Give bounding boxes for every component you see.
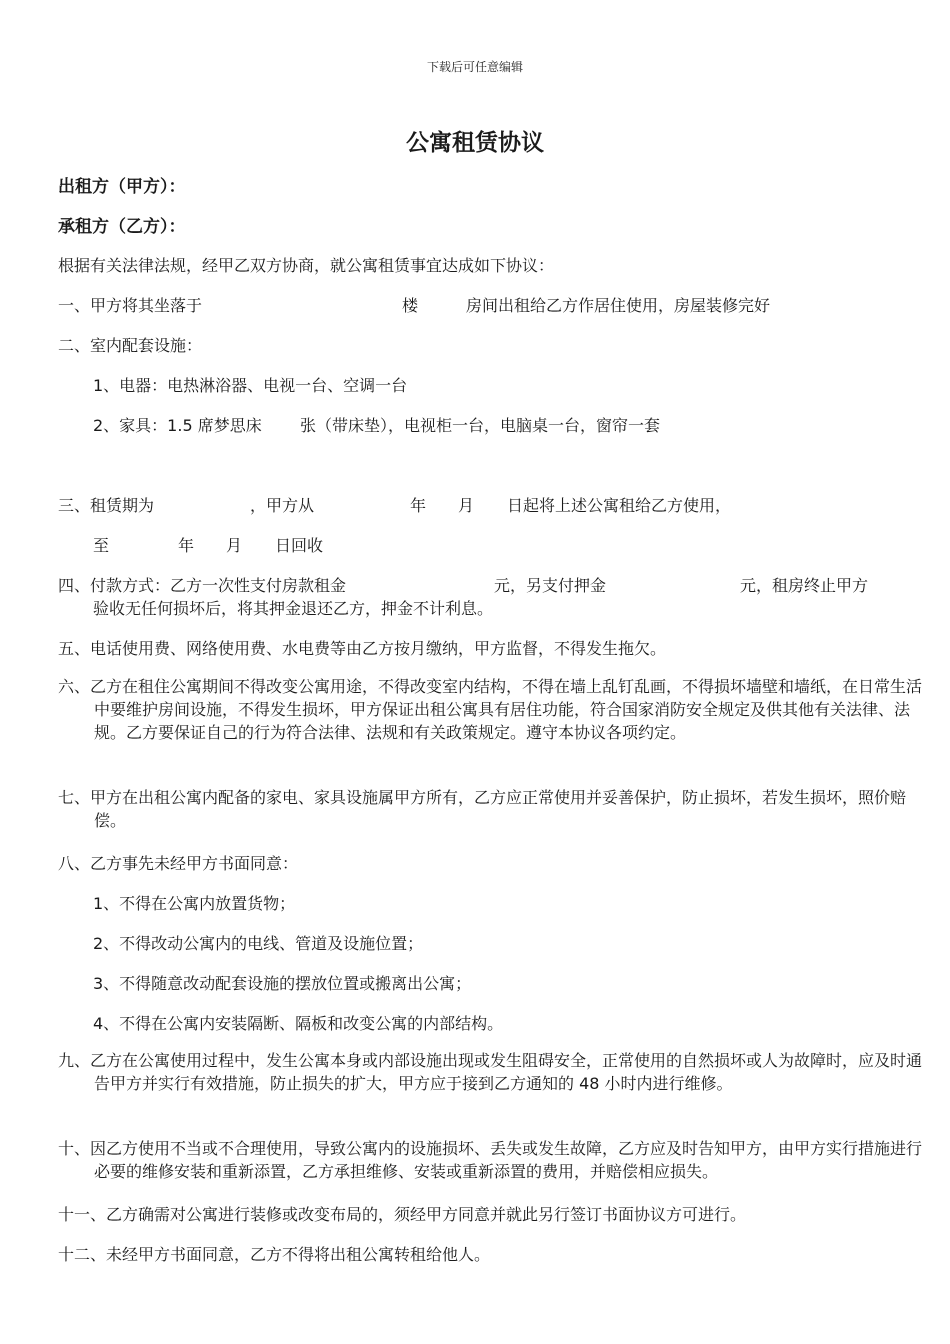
clause1-part-c: 房间出租给乙方作居住使用，房屋装修完好 bbox=[466, 296, 771, 315]
clause8-item-2: 2、不得改动公寓内的电线、管道及设施位置； bbox=[93, 934, 424, 953]
clause8-item-4: 4、不得在公寓内安装隔断、隔板和改变公寓的内部结构。 bbox=[93, 1014, 504, 1033]
clause3-year: 年 bbox=[410, 496, 427, 515]
clause8-item-1: 1、不得在公寓内放置货物； bbox=[93, 894, 296, 913]
clause9-text: 九、乙方在公寓使用过程中，发生公寓本身或内部设施出现或发生阻碍安全，正常使用的自然损坏或人为故障时，应及时通告甲方并实行有效措施，防止损失的扩大，甲方应于接到乙方通知的 48 小时内进行维修。 bbox=[58, 1051, 923, 1093]
clause12-text: 十二、未经甲方书面同意，乙方不得将出租公寓转租给他人。 bbox=[58, 1245, 491, 1264]
clause3-until-day: 日回收 bbox=[275, 536, 324, 555]
clause4-part-c: 元，租房终止甲方 bbox=[740, 576, 869, 595]
clause4-part-b: 元，另支付押金 bbox=[494, 576, 607, 595]
clause2-item2-part-b: 张（带床垫），电视柜一台，电脑桌一台，窗帘一套 bbox=[300, 416, 661, 435]
party-a-label: 出租方（甲方）： bbox=[58, 177, 186, 197]
clause3-part-e: 日起将上述公寓租给乙方使用， bbox=[507, 496, 732, 515]
clause2-item2-part-a: 2、家具：1.5 席梦思床 bbox=[93, 416, 262, 435]
clause3-until-month: 月 bbox=[226, 536, 243, 555]
clause1-part-a: 一、甲方将其坐落于 bbox=[58, 296, 203, 315]
clause5-text: 五、电话使用费、网络使用费、水电费等由乙方按月缴纳，甲方监督，不得发生拖欠。 bbox=[58, 639, 667, 658]
document-title: 公寓租赁协议 bbox=[406, 130, 544, 156]
clause3-part-a: 三、租赁期为 bbox=[58, 496, 155, 515]
clause11-text: 十一、乙方确需对公寓进行装修或改变布局的，须经甲方同意并就此另行签订书面协议方可进行。 bbox=[58, 1205, 747, 1224]
clause7-text: 七、甲方在出租公寓内配备的家电、家具设施属甲方所有，乙方应正常使用并妥善保护，防止损坏，若发生损坏，照价赔偿。 bbox=[58, 788, 907, 830]
party-b-label: 承租方（乙方）： bbox=[58, 217, 186, 237]
clause3-until: 至 bbox=[93, 536, 110, 555]
clause8-heading: 八、乙方事先未经甲方书面同意： bbox=[58, 854, 299, 873]
clause6-text: 六、乙方在租住公寓期间不得改变公寓用途，不得改变室内结构，不得在墙上乱钉乱画，不得损坏墙壁和墙纸，在日常生活中要维护房间设施，不得发生损坏，甲方保证出租公寓具有居住功能，符合国家消防安全规定及供其他有关法律、法规。乙方要保证自己的行为符合法律、法规和有关政策规定。遵守本协议各项约定。 bbox=[58, 677, 923, 742]
intro-text: 根据有关法律法规，经甲乙双方协商，就公寓租赁事宜达成如下协议： bbox=[58, 256, 555, 275]
clause3-month: 月 bbox=[458, 496, 475, 515]
clause3-until-year: 年 bbox=[178, 536, 195, 555]
clause1-part-b: 楼 bbox=[402, 296, 419, 315]
page-header: 下载后可任意编辑 bbox=[426, 60, 523, 74]
clause8-item-3: 3、不得随意改动配套设施的摆放位置或搬离出公寓； bbox=[93, 974, 472, 993]
clause3-part-b: ，甲方从 bbox=[250, 496, 315, 515]
clause10-text: 十、因乙方使用不当或不合理使用，导致公寓内的设施损坏、丢失或发生故障，乙方应及时告知甲方，由甲方实行措施进行必要的维修安装和重新添置，乙方承担维修、安装或重新添置的费用，并赔偿相应损失。 bbox=[58, 1139, 923, 1181]
clause4-part-a: 四、付款方式：乙方一次性支付房款租金 bbox=[58, 576, 347, 595]
clause4-part-d: 验收无任何损坏后，将其押金退还乙方，押金不计利息。 bbox=[93, 599, 494, 618]
clause2-item1: 1、电器：电热淋浴器、电视一台、空调一台 bbox=[93, 376, 408, 395]
clause2-heading: 二、室内配套设施： bbox=[58, 336, 203, 355]
